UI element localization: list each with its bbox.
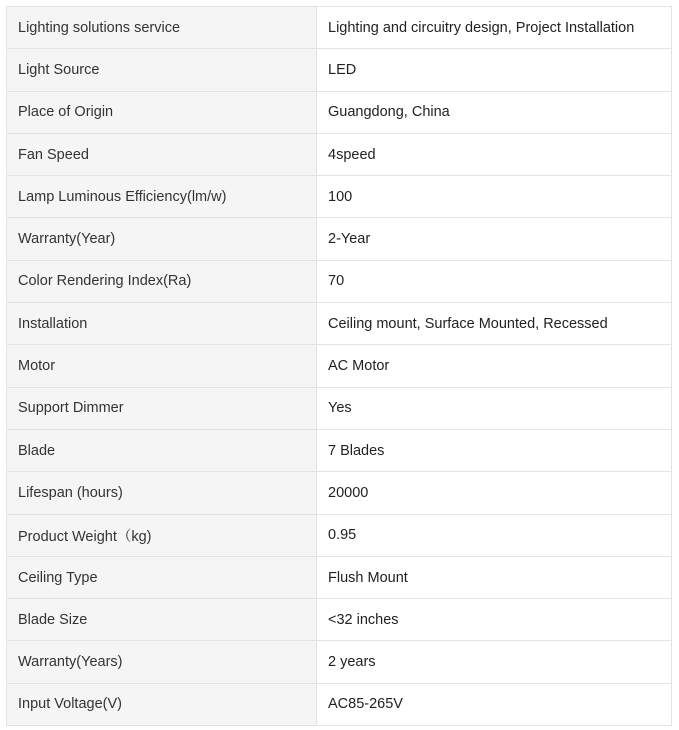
table-row: [7, 7, 672, 49]
spec-label: Lighting solutions service: [7, 7, 317, 49]
spec-label: Color Rendering Index(Ra): [7, 260, 317, 302]
table-row: [7, 387, 672, 429]
product-specs-table: [6, 6, 672, 726]
spec-label: Installation: [7, 303, 317, 345]
table-row: [7, 133, 672, 175]
spec-value: <32 inches: [317, 599, 672, 641]
table-row: [7, 472, 672, 514]
spec-value: 4speed: [317, 133, 672, 175]
spec-value: AC85-265V: [317, 683, 672, 725]
table-row: [7, 218, 672, 260]
spec-value: 7 Blades: [317, 429, 672, 471]
table-row: [7, 641, 672, 683]
table-row: [7, 599, 672, 641]
table-row: [7, 556, 672, 598]
spec-value: 100: [317, 176, 672, 218]
spec-label: Warranty(Years): [7, 641, 317, 683]
spec-label: Place of Origin: [7, 91, 317, 133]
spec-label: Light Source: [7, 49, 317, 91]
spec-value: Yes: [317, 387, 672, 429]
spec-label: Blade Size: [7, 599, 317, 641]
spec-value: Flush Mount: [317, 556, 672, 598]
table-row: [7, 49, 672, 91]
table-row: [7, 91, 672, 133]
spec-label: Product Weight（kg): [7, 514, 317, 556]
spec-label: Lifespan (hours): [7, 472, 317, 514]
spec-value: 2 years: [317, 641, 672, 683]
spec-value: 20000: [317, 472, 672, 514]
spec-value: LED: [317, 49, 672, 91]
spec-label: Motor: [7, 345, 317, 387]
spec-value: Guangdong, China: [317, 91, 672, 133]
spec-label: Ceiling Type: [7, 556, 317, 598]
table-row: [7, 683, 672, 725]
spec-value: Lighting and circuitry design, Project Installation: [317, 7, 672, 49]
spec-value: Ceiling mount, Surface Mounted, Recessed: [317, 303, 672, 345]
table-row: [7, 303, 672, 345]
spec-label: Blade: [7, 429, 317, 471]
spec-value: 0.95: [317, 514, 672, 556]
table-row: [7, 345, 672, 387]
spec-label: Warranty(Year): [7, 218, 317, 260]
table-row: [7, 514, 672, 556]
spec-value: 70: [317, 260, 672, 302]
spec-value: AC Motor: [317, 345, 672, 387]
spec-label: Input Voltage(V): [7, 683, 317, 725]
table-row: [7, 176, 672, 218]
spec-value: 2-Year: [317, 218, 672, 260]
spec-label: Lamp Luminous Efficiency(lm/w): [7, 176, 317, 218]
table-row: [7, 260, 672, 302]
spec-label: Support Dimmer: [7, 387, 317, 429]
table-row: [7, 429, 672, 471]
specs-table-body: [7, 7, 672, 726]
spec-label: Fan Speed: [7, 133, 317, 175]
